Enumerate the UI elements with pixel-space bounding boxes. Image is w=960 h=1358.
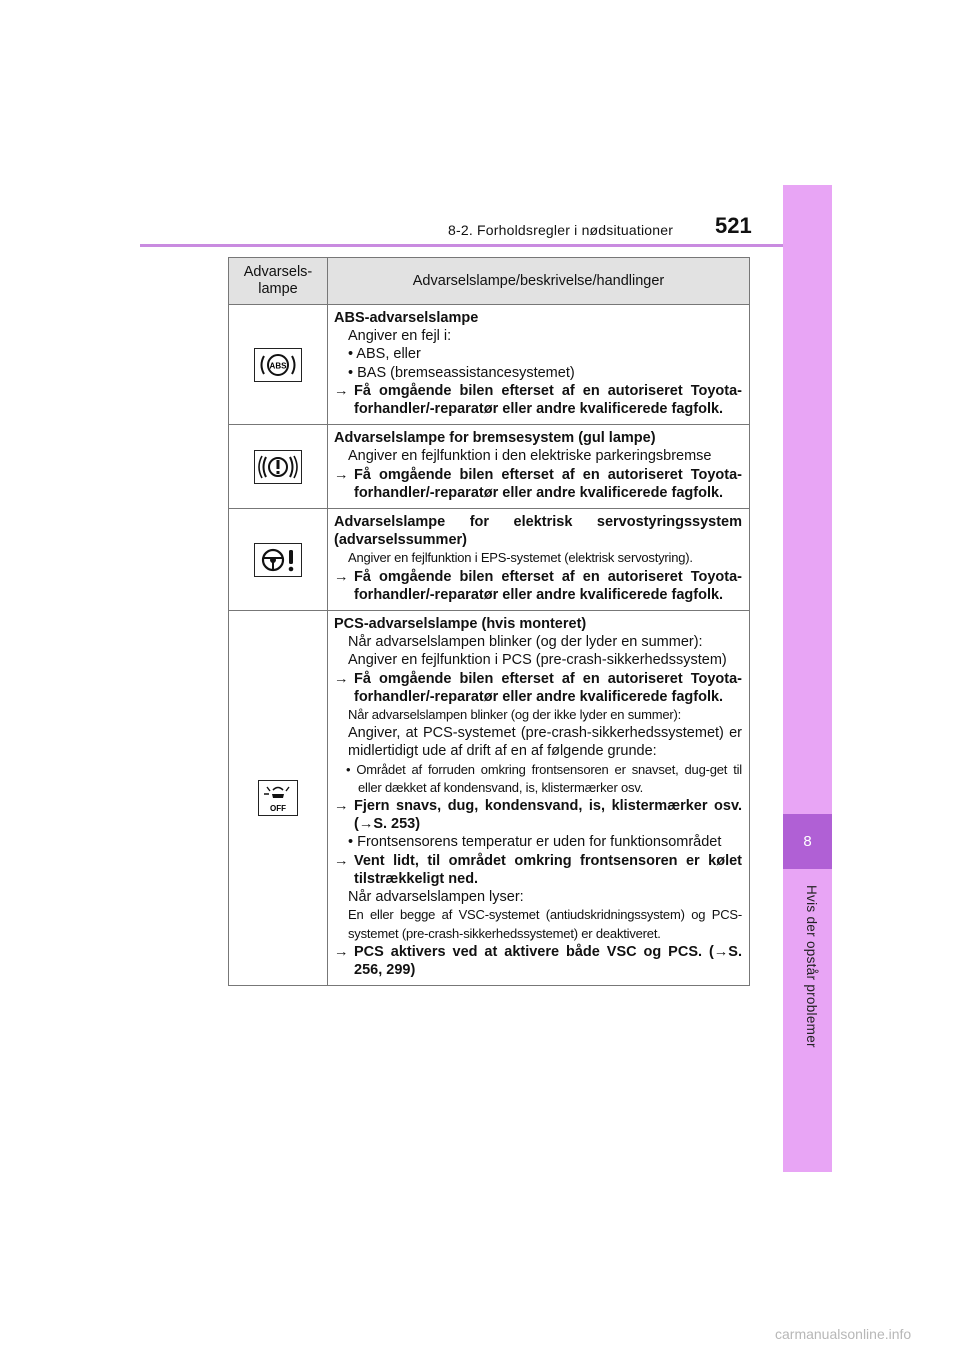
description-line: Angiver en fejlfunktion i EPS-systemet (elektrisk servostyring). (348, 550, 693, 566)
page-number: 521 (715, 213, 752, 238)
arrow-icon: → (334, 568, 349, 585)
action-text: → Få omgående bilen efterset af en autoriseret Toyota-forhandler/-reparatør eller andre kvalificerede fagfolk. (334, 568, 742, 603)
description-cell (328, 305, 750, 425)
arrow-icon: → (334, 670, 349, 687)
bullet-item: • BAS (bremseassistancesystemet) (348, 364, 575, 381)
action-text: → Få omgående bilen efterset af en autoriseret Toyota-forhandler/-reparatør eller andre kvalificerede fagfolk. (334, 382, 742, 418)
table-row (229, 509, 750, 611)
bullet-item: • ABS, eller (348, 346, 421, 363)
arrow-icon: → (334, 382, 349, 399)
column-header-description: Advarselslampe/beskrivelse/handlinger (328, 258, 750, 305)
icon-cell (229, 305, 328, 425)
warning-lamp-table (228, 257, 750, 986)
lamp-title: Advarselslampe for elektrisk servostyringssystem (334, 514, 742, 531)
icon-cell (229, 611, 328, 986)
description-line: Angiver en fejl i: (348, 328, 452, 345)
description-cell (328, 509, 750, 611)
chapter-label: Hvis der opstår problemer (804, 885, 819, 1048)
abs-icon-label: ABS (269, 361, 287, 371)
lamp-title: PCS-advarselslampe (hvis monteret) (334, 616, 587, 633)
chapter-side-tab (783, 185, 832, 1172)
table-header-row (229, 258, 750, 305)
action-text: → Få omgående bilen efterset af en autoriseret Toyota-forhandler/-reparatør eller andre kvalificerede fagfolk. (334, 670, 742, 705)
brake-system-warning-icon (254, 450, 302, 484)
description-line: Angiver en fejlfunktion i den elektriske parkeringsbremse (348, 448, 712, 465)
description-cell (328, 611, 750, 986)
section-title: 8-2. Forholdsregler i nødsituationer (448, 222, 674, 238)
column-header-lamp: Advarsels- lampe (229, 258, 328, 305)
bullet-item: • Området af forruden omkring frontsensoren er snavset, dug-get til eller dækket af kondensvand, is, klistermærker osv. (346, 761, 742, 795)
table-row (229, 611, 750, 986)
bullet-item: • Frontsensorens temperatur er uden for funktionsområdet (348, 834, 722, 851)
lamp-title: Advarselslampe for bremsesystem (gul lampe) (334, 430, 656, 447)
abs-warning-icon (254, 348, 302, 382)
description-cell (328, 425, 750, 509)
arrow-icon: → (334, 466, 349, 483)
header-rule (140, 244, 832, 247)
power-steering-warning-icon (254, 543, 302, 577)
off-icon-label: OFF (270, 804, 286, 814)
description-line: Når advarselslampen lyser: (348, 889, 524, 906)
arrow-icon: → (334, 852, 349, 869)
chapter-number: 8 (783, 814, 832, 869)
arrow-icon: → (334, 943, 349, 960)
action-text: → PCS aktivers ved at aktivere både VSC og PCS. (→S. 256, 299) (334, 943, 742, 978)
table-row (229, 305, 750, 425)
description-line: Angiver en fejlfunktion i PCS (pre-crash-sikkerhedssystem) (348, 652, 727, 669)
icon-cell (229, 509, 328, 611)
action-text: → Fjern snavs, dug, kondensvand, is, klistermærker osv. (→S. 253) (334, 798, 742, 833)
action-text: → Få omgående bilen efterset af en autoriseret Toyota-forhandler/-reparatør eller andre kvalificerede fagfolk. (334, 466, 742, 501)
description-line: Når advarselslampen blinker (og der ikke lyder en summer): (348, 707, 682, 723)
description-line: Når advarselslampen blinker (og der lyder en summer): (348, 634, 703, 651)
description-line: En eller begge af VSC-systemet (antiudskridningssystem) og PCS-systemet (pre-crash-sikkerhedssystemet) er deaktiveret. (348, 907, 742, 941)
icon-cell (229, 425, 328, 509)
description-line: Angiver, at PCS-systemet (pre-crash-sikkerhedssystemet) er midlertidigt ude af drift af en af følgende grunde: (348, 725, 742, 760)
watermark: carmanualsonline.info (775, 1326, 912, 1342)
action-text: → Vent lidt, til området omkring frontsensoren er kølet tilstrækkeligt ned. (334, 852, 742, 887)
pcs-off-warning-icon (258, 780, 298, 816)
arrow-icon: → (334, 798, 349, 815)
lamp-subtitle: (advarselssummer) (334, 532, 467, 549)
lamp-title: ABS-advarselslampe (334, 310, 479, 326)
table-row (229, 425, 750, 509)
